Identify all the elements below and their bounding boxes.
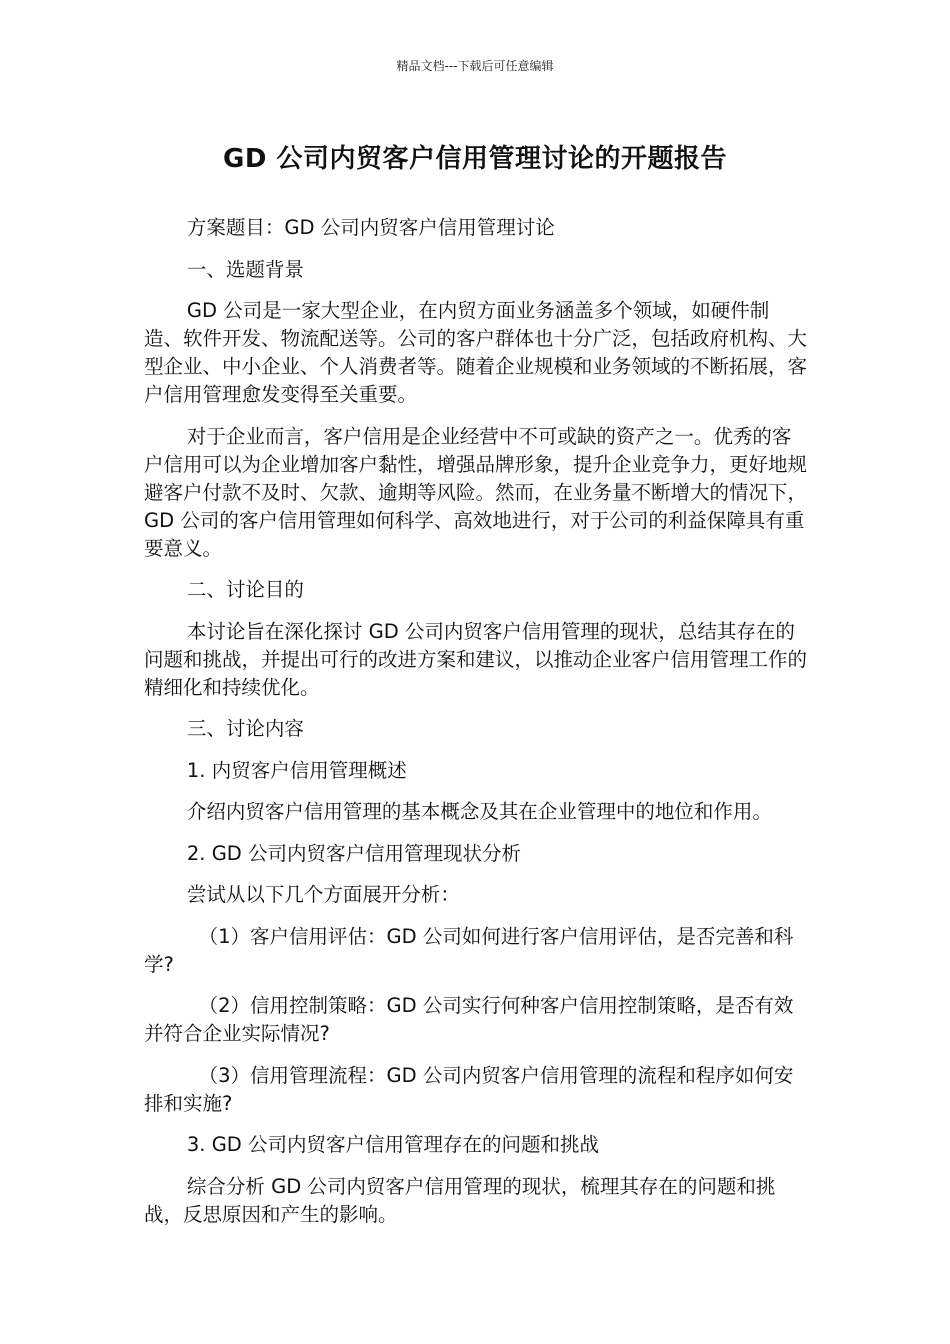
analysis-point-3: （3）信用管理流程：GD 公司内贸客户信用管理的流程和程序如何安排和实施? [144, 1063, 794, 1115]
background-paragraph-2: 对于企业而言，客户信用是企业经营中不可或缺的资产之一。优秀的客户信用可以为企业增加客户黏性，增强品牌形象，提升企业竞争力，更好地规避客户付款不及时、欠款、逾期等风险。然而，在业务量不断增大的情况下，GD 公司的客户信用管理如何科学、高效地进行，对于公司的利益保障具有重要意义。 [144, 424, 808, 560]
content-item-2-title: 2. GD 公司内贸客户信用管理现状分析 [186, 841, 522, 865]
content-item-3-body: 综合分析 GD 公司内贸客户信用管理的现状，梳理其存在的问题和挑战，反思原因和产生的影响。 [144, 1174, 776, 1226]
content-item-2-intro: 尝试从以下几个方面展开分析： [186, 883, 460, 906]
section-heading-background: 一、选题背景 [186, 257, 304, 281]
analysis-point-1: （1）客户信用评估：GD 公司如何进行客户信用评估，是否完善和科学? [144, 924, 794, 976]
purpose-paragraph: 本讨论旨在深化探讨 GD 公司内贸客户信用管理的现状，总结其存在的问题和挑战，并提出可行的改进方案和建议，以推动企业客户信用管理工作的精细化和持续优化。 [144, 619, 808, 699]
document-title: GD 公司内贸客户信用管理讨论的开题报告 [223, 144, 727, 174]
background-paragraph-1: GD 公司是一家大型企业，在内贸方面业务涵盖多个领域，如硬件制造、软件开发、物流配送等。公司的客户群体也十分广泛，包括政府机构、大型企业、中小企业、个人消费者等。随着企业规模和业务领域的不断拓展，客户信用管理愈发变得至关重要。 [144, 299, 808, 406]
content-item-1-title: 1. 内贸客户信用管理概述 [186, 758, 407, 782]
header-note: 精品文档---下载后可任意编辑 [396, 59, 554, 73]
analysis-point-2: （2）信用控制策略：GD 公司实行何种客户信用控制策略，是否有效并符合企业实际情况? [144, 994, 794, 1045]
section-heading-purpose: 二、讨论目的 [186, 578, 304, 601]
content-item-1-body: 介绍内贸客户信用管理的基本概念及其在企业管理中的地位和作用。 [186, 800, 772, 823]
topic-line: 方案题目：GD 公司内贸客户信用管理讨论 [186, 216, 555, 239]
section-heading-content: 三、讨论内容 [186, 717, 304, 740]
document-body [144, 214, 808, 1242]
content-item-3-title: 3. GD 公司内贸客户信用管理存在的问题和挑战 [186, 1133, 600, 1156]
